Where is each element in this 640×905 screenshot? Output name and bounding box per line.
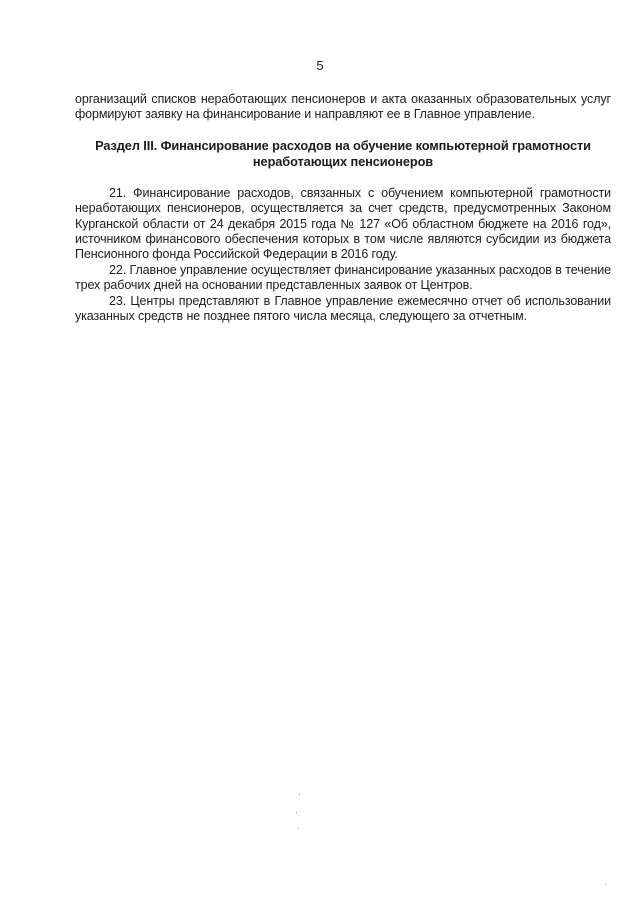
- paragraph-23: 23. Центры представляют в Главное управление ежемесячно отчет об использовании указанных средств не позднее пятого числа месяца, следующего за отчетным.: [75, 293, 611, 324]
- scan-speck: [296, 812, 297, 813]
- page-number: 5: [316, 58, 324, 73]
- section-heading-line-1: Раздел III. Финансирование расходов на обучение компьютерной грамотности: [95, 137, 591, 153]
- paragraph-22: 22. Главное управление осуществляет финансирование указанных расходов в течение трех рабочих дней на основании представленных заявок от Центров.: [75, 262, 611, 293]
- paragraph-21: 21. Финансирование расходов, связанных с обучением компьютерной грамотности неработающих пенсионеров, осуществляется за счет средств, предусмотренных Законом Курганской области от 24 декабря 2015 года № 127 «Об областном бюджете на 2016 год», источником финансового обеспечения которых в том числе являются субсидии из бюджета Пенсионного фонда Российской Федерации в 2016 году.: [75, 185, 611, 262]
- scan-speck: [605, 884, 606, 885]
- scan-speck: [299, 794, 300, 795]
- section-heading-line-2: неработающих пенсионеров: [252, 153, 434, 169]
- document-body: [75, 92, 611, 324]
- scan-speck: [298, 828, 299, 829]
- intro-paragraph: организаций списков неработающих пенсионеров и акта оказанных образовательных услуг формируют заявку на финансирование и направляют ее в Главное управление.: [75, 92, 611, 122]
- section-heading: [75, 138, 611, 170]
